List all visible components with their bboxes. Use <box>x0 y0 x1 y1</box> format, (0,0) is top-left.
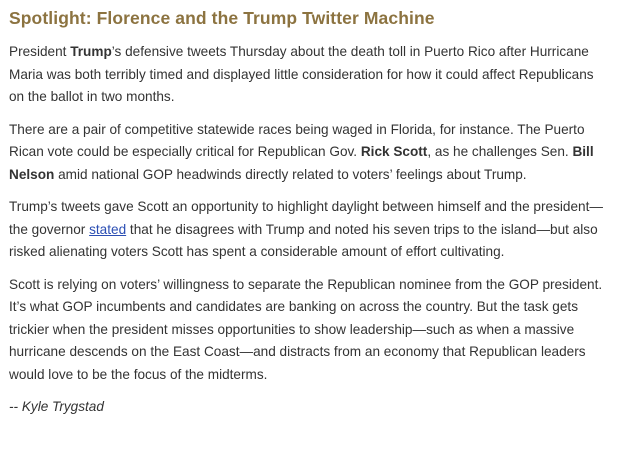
text-segment: amid national GOP headwinds directly related to voters’ feelings about Trump. <box>54 166 527 182</box>
paragraph-2 <box>9 119 612 187</box>
paragraph-4 <box>9 274 612 387</box>
article-title: Spotlight: Florence and the Trump Twitter Machine <box>9 8 435 28</box>
text-segment: ’s defensive tweets Thursday about the death toll in Puerto Rico after Hurricane Maria was both terribly timed and displayed little consideration for how it could affect Republicans on the ballot in two months. <box>9 44 594 104</box>
text-segment: that he disagrees with Trump and noted his seven trips to the island—but also risked alienating voters Scott has spent a considerable amount of effort cultivating. <box>9 221 598 259</box>
text-segment: Trump’s tweets gave Scott an opportunity to highlight daylight between himself and the president—the governor <box>9 199 603 237</box>
author-byline: -- Kyle Trygstad <box>9 399 104 414</box>
text-segment: Scott is relying on voters’ willingness to separate the Republican nominee from the GOP president. It’s what GOP incumbents and candidates are banking on across the country. But the task gets trickier when the president misses opportunities to show leadership—such as when a massive hurricane descends on the East Coast—and distracts from an economy that Republican leaders would love to be the focus of the midterms. <box>9 276 603 382</box>
stated-link[interactable]: stated <box>89 221 127 237</box>
bold-name-rick-scott: Rick Scott <box>360 144 428 159</box>
text-segment: There are a pair of competitive statewide races being waged in Florida, for instance. The Puerto Rican vote could be especially critical for Republican Gov. <box>9 121 585 159</box>
text-segment: , as he challenges Sen. <box>427 144 573 159</box>
bold-name-bill-nelson: Bill Nelson <box>9 144 594 182</box>
text-segment: President <box>9 44 71 59</box>
bold-name-trump: Trump <box>70 44 112 59</box>
paragraph-3 <box>9 196 612 264</box>
paragraph-1 <box>9 41 612 109</box>
